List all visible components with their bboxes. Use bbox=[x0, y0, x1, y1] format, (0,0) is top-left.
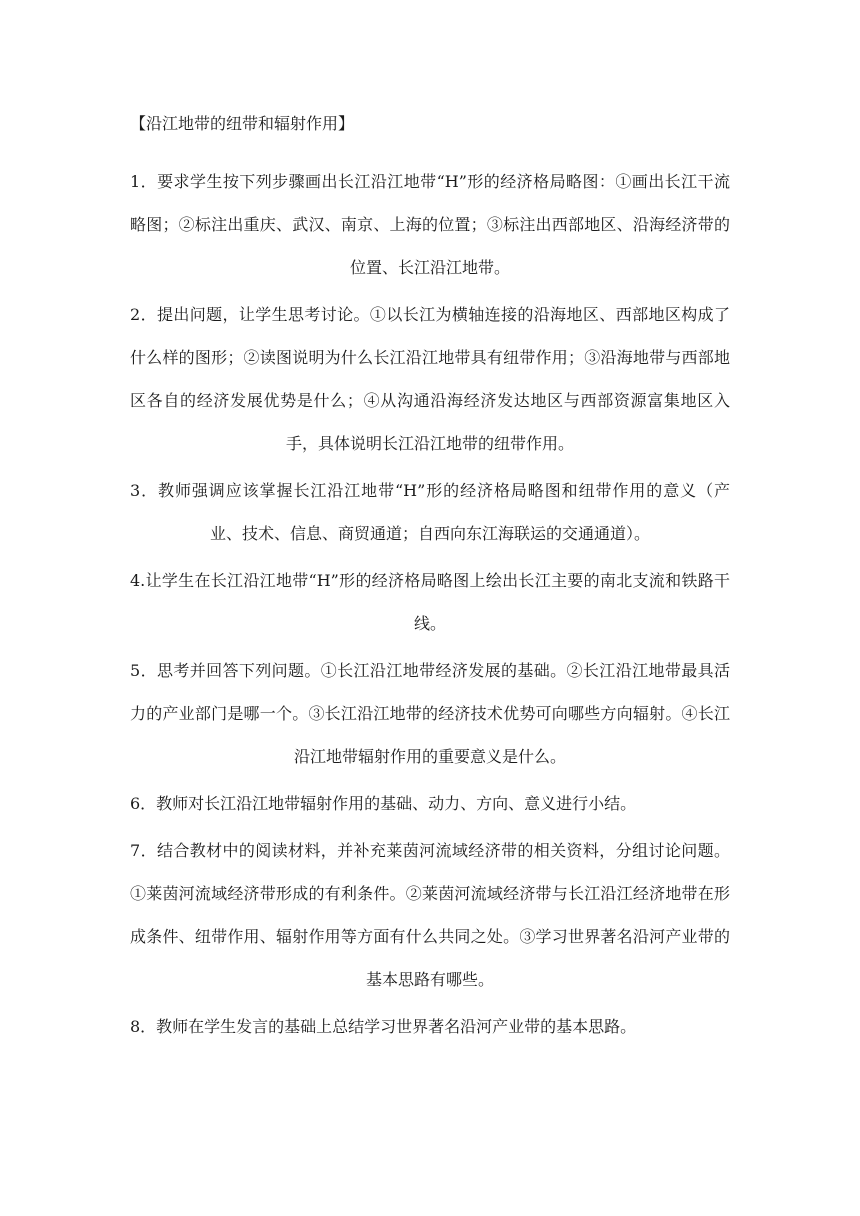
section-heading: 【沿江地带的纽带和辐射作用】 bbox=[130, 114, 355, 133]
paragraph-5: 5．思考并回答下列问题。①长江沿江地带经济发展的基础。②长江沿江地带最具活力的产业部门是哪一个。③长江沿江地带的经济技术优势可向哪些方向辐射。④长江沿江地带辐射作用的重要意义是什么。 bbox=[130, 661, 730, 766]
paragraph-8: 8．教师在学生发言的基础上总结学习世界著名沿河产业带的基本思路。 bbox=[130, 1017, 637, 1036]
paragraph-4: 4.让学生在长江沿江地带“H”形的经济格局略图上绘出长江主要的南北支流和铁路干线。 bbox=[130, 571, 730, 633]
paragraph-3: 3．教师强调应该掌握长江沿江地带“H”形的经济格局略图和纽带作用的意义（产业、技术、信息、商贸通道；自西向东江海联运的交通通道）。 bbox=[130, 481, 730, 543]
paragraph-6: 6．教师对长江沿江地带辐射作用的基础、动力、方向、意义进行小结。 bbox=[130, 794, 637, 813]
paragraph-2: 2．提出问题，让学生思考讨论。①以长江为横轴连接的沿海地区、西部地区构成了什么样的图形；②读图说明为什么长江沿江地带具有纽带作用；③沿海地带与西部地区各自的经济发展优势是什么；④从沟通沿海经济发达地区与西部资源富集地区入手，具体说明长江沿江地带的纽带作用。 bbox=[130, 305, 730, 453]
document-page bbox=[130, 110, 730, 1052]
paragraph-1: 1．要求学生按下列步骤画出长江沿江地带“H”形的经济格局略图：①画出长江干流略图；②标注出重庆、武汉、南京、上海的位置；③标注出西部地区、沿海经济带的位置、长江沿江地带。 bbox=[130, 172, 730, 277]
paragraph-7: 7．结合教材中的阅读材料，并补充莱茵河流域经济带的相关资料，分组讨论问题。①莱茵河流域经济带形成的有利条件。②莱茵河流域经济带与长江沿江经济地带在形成条件、纽带作用、辐射作用等方面有什么共同之处。③学习世界著名沿河产业带的基本思路有哪些。 bbox=[130, 841, 730, 989]
